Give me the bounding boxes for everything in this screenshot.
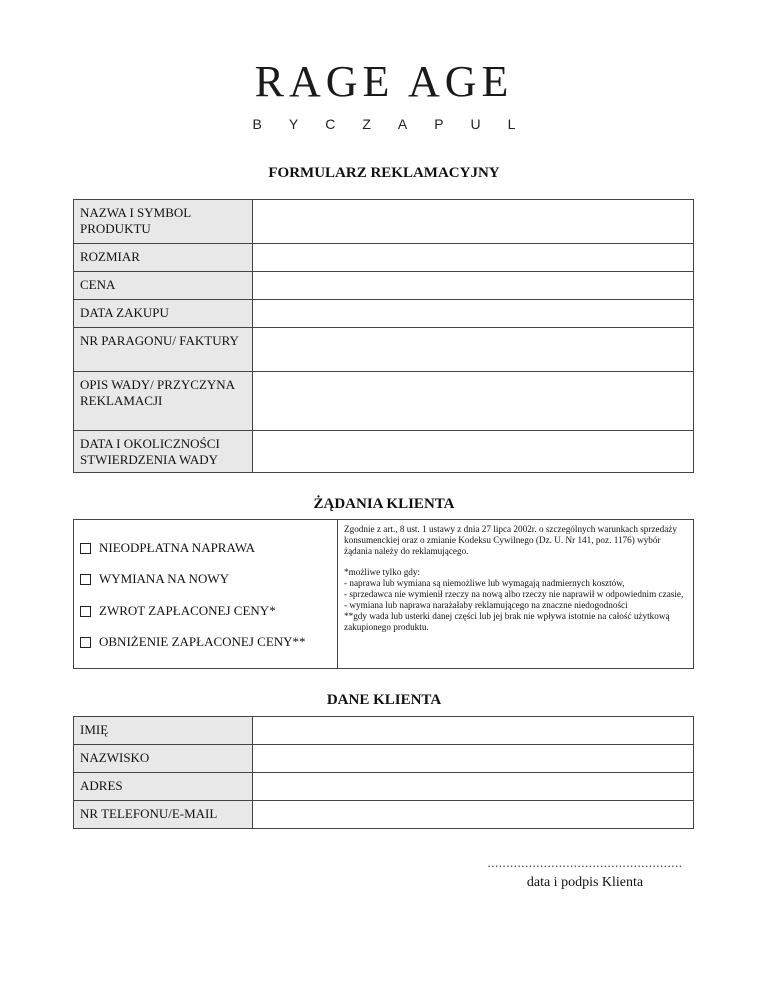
field-input-receipt-number[interactable]	[253, 328, 694, 372]
client-info-table	[73, 716, 694, 829]
field-input-size[interactable]	[253, 244, 694, 272]
signature-label: data i podpis Klienta	[526, 875, 644, 890]
requests-title: ŻĄDANIA KLIENTA	[313, 496, 455, 512]
field-label-receipt-number: NR PARAGONU/ FAKTURY	[74, 328, 253, 372]
option-label-refund: ZWROT ZAPŁACONEJ CENY*	[99, 603, 276, 618]
option-price-reduction[interactable]	[80, 634, 306, 650]
request-options-panel	[74, 520, 338, 668]
condition-item: - naprawa lub wymiana są niemożliwe lub wymagają nadmiernych kosztów,	[344, 578, 625, 588]
field-input-first-name[interactable]	[253, 717, 694, 745]
field-row-product-name	[74, 200, 694, 244]
option-label-free-repair: NIEODPŁATNA NAPRAWA	[99, 540, 256, 555]
field-label-purchase-date: DATA ZAKUPU	[74, 300, 253, 328]
checkbox-replacement[interactable]	[80, 574, 91, 585]
logo-main-text: RAGE AGE	[254, 57, 514, 106]
field-row-last-name	[74, 745, 694, 773]
field-label-defect-circumstances: DATA I OKOLICZNOŚCI STWIERDZENIA WADY	[74, 431, 253, 473]
field-input-defect-circumstances[interactable]	[253, 431, 694, 473]
signature-area	[485, 855, 685, 891]
field-row-price	[74, 272, 694, 300]
option-label-price-reduction: OBNIŻENIE ZAPŁACONEJ CENY**	[99, 634, 306, 649]
legal-info-panel	[344, 524, 689, 633]
field-row-first-name	[74, 717, 694, 745]
field-input-product-name[interactable]	[253, 200, 694, 244]
field-row-defect-circumstances	[74, 431, 694, 473]
form-title: FORMULARZ REKLAMACYJNY	[268, 165, 500, 181]
field-input-defect-description[interactable]	[253, 372, 694, 431]
field-row-defect-description	[74, 372, 694, 431]
signature-line[interactable]: ....................................................	[487, 855, 683, 870]
field-label-size: ROZMIAR	[74, 244, 253, 272]
checkbox-refund[interactable]	[80, 606, 91, 617]
option-replacement[interactable]	[80, 571, 229, 587]
field-label-first-name: IMIĘ	[74, 717, 253, 745]
client-data-title: DANE KLIENTA	[326, 692, 442, 708]
field-label-last-name: NAZWISKO	[74, 745, 253, 773]
field-row-address	[74, 773, 694, 801]
field-input-purchase-date[interactable]	[253, 300, 694, 328]
condition-item: - sprzedawca nie wymienił rzeczy na nową albo rzeczy nie naprawił w odpowiednim czasie,	[344, 589, 684, 599]
option-label-replacement: WYMIANA NA NOWY	[99, 571, 229, 586]
condition-item: - wymiana lub naprawa narażałaby reklamującego na znaczne niedogodności	[344, 600, 628, 610]
option-free-repair[interactable]	[80, 540, 255, 556]
field-label-address: ADRES	[74, 773, 253, 801]
field-row-phone-email	[74, 801, 694, 829]
field-input-price[interactable]	[253, 272, 694, 300]
field-input-address[interactable]	[253, 773, 694, 801]
field-label-product-name: NAZWA I SYMBOL PRODUKTU	[74, 200, 253, 244]
field-row-size	[74, 244, 694, 272]
legal-note: Zgodnie z art., 8 ust. 1 ustawy z dnia 27 lipca 2002r. o szczególnych warunkach sprzedaży konsumenckiej oraz o zmianie Kodeksu Cywilnego (Dz. U. Nr 141, poz. 1176) wybór żądania należy do reklamującego.	[344, 524, 677, 556]
checkbox-free-repair[interactable]	[80, 543, 91, 554]
condition-heading: *możliwe tylko gdy:	[344, 567, 421, 577]
product-info-table	[73, 199, 694, 473]
condition-footnote: **gdy wada lub usterki danej części lub jej brak nie wpływa istotnie na całość użytkową zakupionego produktu.	[344, 611, 670, 632]
field-input-phone-email[interactable]	[253, 801, 694, 829]
client-requests-box	[73, 519, 694, 669]
logo-sub-text: BYCZAPUL	[252, 116, 543, 132]
field-row-receipt-number	[74, 328, 694, 372]
field-label-phone-email: NR TELEFONU/E-MAIL	[74, 801, 253, 829]
option-refund[interactable]	[80, 603, 276, 619]
field-row-purchase-date	[74, 300, 694, 328]
field-input-last-name[interactable]	[253, 745, 694, 773]
checkbox-price-reduction[interactable]	[80, 637, 91, 648]
field-label-defect-description: OPIS WADY/ PRZYCZYNA REKLAMACJI	[74, 372, 253, 431]
field-label-price: CENA	[74, 272, 253, 300]
